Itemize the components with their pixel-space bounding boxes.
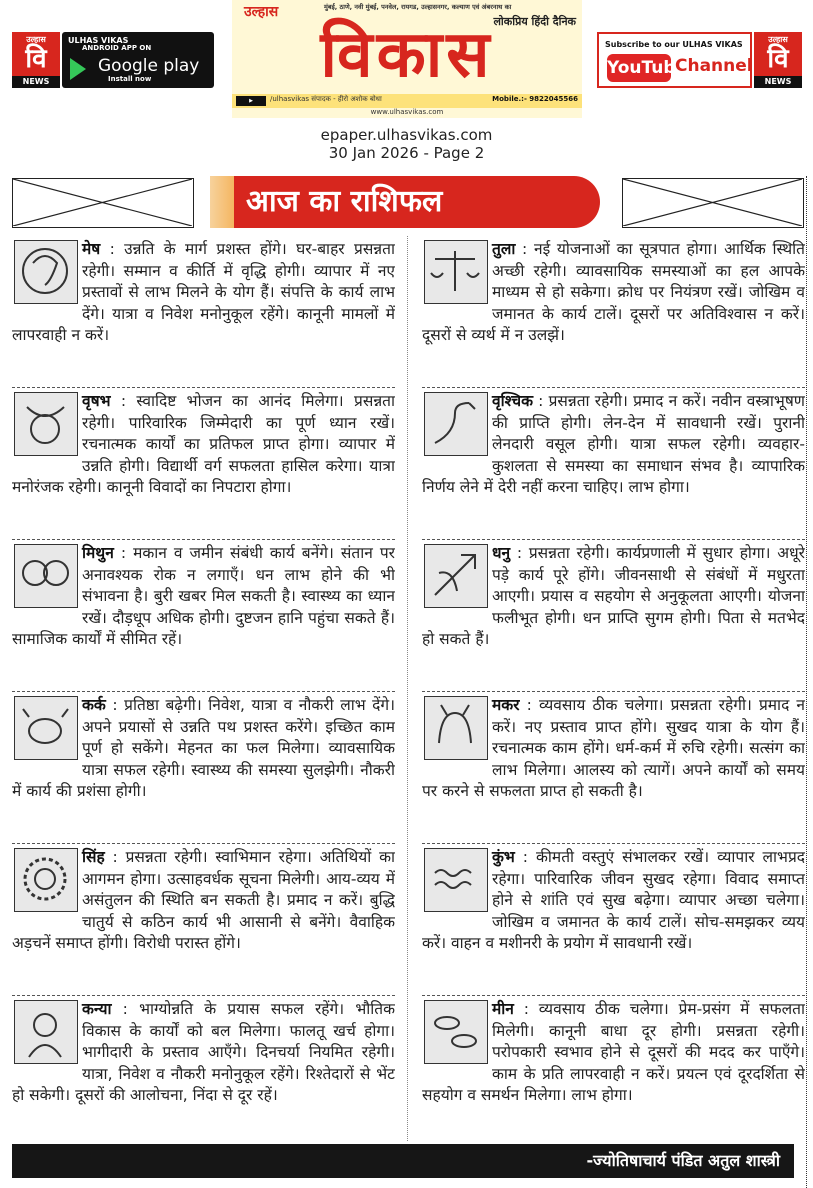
install-now-label: Install now <box>108 75 152 83</box>
logo-news-label: NEWS <box>12 76 60 88</box>
sign-name: मकर <box>492 696 520 714</box>
scorpio-scorpion-icon <box>424 392 488 456</box>
sagittarius-archer-icon <box>424 544 488 608</box>
masthead-social-editor: /ulhasvikas संपादक - हीरो अशोक बोधा <box>270 95 382 103</box>
pisces-fish-icon <box>424 1000 488 1064</box>
sign-name: धनु <box>492 544 511 562</box>
page-header <box>0 0 813 120</box>
leo-lion-icon <box>14 848 78 912</box>
sign-name: कन्या <box>82 1000 112 1018</box>
column-divider <box>407 236 408 1141</box>
horoscope-entry: कर्क : प्रतिष्ठा बढ़ेगी। निवेश, यात्रा व नौकरी लाभ देंगे। अपने प्रयासों से उन्नति पथ प्रशस्त करेंगे। इच्छित काम पूर्ण हो सकेंगे। मेहनत का फल मिलेगा। व्यावसायिक यात्रा सफल रहेगी। स्वास्थ्य की समस्या सुलझेगी। नौकरी में कार्य की प्रशंसा होगी। <box>12 692 395 844</box>
horoscope-entry: सिंह : प्रसन्नता रहेगी। स्वाभिमान रहेगा। अतिथियों का आगमन होगा। उत्साहवर्धक सूचना मिलेगी। आय-व्यय में असंतुलन की स्थिति बन सकती है। प्रमाद न करें। बुद्धि चातुर्य से कठिन कार्य भी आसानी से बनेंगे। वैवाहिक अड़चनें समाप्त होंगी। विरोधी परास्त होंगे। <box>12 844 395 996</box>
masthead-small-title: उल्हास <box>244 4 279 20</box>
aquarius-pot-icon <box>424 848 488 912</box>
sign-prediction: स्वादिष्ट भोजन का आनंद मिलेगा। प्रसन्नता रहेगी। पारिवारिक जिम्मेदारी का पूर्ण ध्यान रखें। रचनात्मक कार्यों का प्रतिफल प्राप्त होगा। व्यापार में उन्नति होगी। विद्यार्थी वर्ग सफलता हासिल करेगा। यात्रा मनोरंजक रहेगी। कानूनी विवादों का निपटारा होगा। <box>12 392 395 496</box>
masthead-tagline: लोकप्रिय हिंदी दैनिक <box>493 15 576 28</box>
horoscope-entry: मीन : व्यवसाय ठीक चलेगा। प्रेम-प्रसंग में सफलता मिलेगी। कानूनी बाधा दूर होगी। प्रसन्नता रहेगी। परोपकारी स्वभाव होने से दूसरों की मदद कर पाएँगे। काम के प्रति लापरवाही न करें। प्रयत्न एवं दूरदर्शिता से सहयोग व समर्थन मिलेगा। लाभ होगा। <box>422 1000 805 1104</box>
app-promo-label: ANDROID APP ON <box>82 44 152 52</box>
ulhas-vikas-news-logo-left[interactable] <box>12 32 60 88</box>
sign-prediction: भाग्योन्नति के प्रयास सफल रहेंगे। भौतिक विकास के कार्यों को बल मिलेगा। फालतू खर्च होगा। भागीदारी के प्रस्ताव आएँगे। दिनचर्या नियमित रहेगी। यात्रा, निवेश व नौकरी मनोनुकूल रहेंगे। रिश्तेदारों से भेंट हो सकेगी। दूसरों की आलोचना, निंदा से दूर रहें। <box>12 1000 395 1104</box>
youtube-logo-icon: YouTube <box>607 54 671 82</box>
author-footer-bar <box>12 1144 794 1178</box>
logo-big-letter: वि <box>767 44 789 74</box>
section-title-banner <box>210 176 600 228</box>
google-play-promo[interactable] <box>62 32 214 88</box>
page-edge-dotted-line <box>806 176 807 1188</box>
sign-name: मेष <box>82 240 101 258</box>
logo-small-text: उल्हास <box>768 35 788 44</box>
sign-prediction: प्रसन्नता रहेगी। प्रमाद न करें। नवीन वस्त्राभूषण की प्राप्ति होगी। लेन-देन में सावधानी रखें। पुरानी लेनदारी वसूल होगी। यात्रा सफल रहेगी। व्यवहार-कुशलता से समस्या का समाधान संभव है। व्यापारिक निर्णय लेने में देरी नहीं करना चाहिए। लाभ होगा। <box>422 392 805 496</box>
horoscope-entry: धनु : प्रसन्नता रहेगी। कार्यप्रणाली में सुधार होगा। अधूरे पड़े कार्य पूरे होंगे। जीवनसाथी से संबंधों में मधुरता आएगी। प्रयास व सहयोग से अनुकूलता आएगी। योजना फलीभूत होगी। धन प्राप्ति सुगम होगी। पिता से मतभेद हो सकते हैं। <box>422 540 805 692</box>
sign-name: मिथुन <box>82 544 114 562</box>
libra-scales-icon <box>424 240 488 304</box>
horoscope-entry: मिथुन : मकान व जमीन संबंधी कार्य बनेंगे। संतान पर अनावश्यक रोक न लगाएँ। धन लाभ होने की भी संभावना है। बुरी खबर मिल सकती है। स्वास्थ्य का ध्यान रखें। दौड़धूप अधिक होगी। दुष्टजन हानि पहुंचा सकते हैं। सामाजिक कार्यों में सीमित रहें। <box>12 540 395 692</box>
sign-prediction: नई योजनाओं का सूत्रपात होगा। आर्थिक स्थिति अच्छी रहेगी। व्यावसायिक समस्याओं का हल आपके माध्यम से हो सकेगा। क्रोध पर नियंत्रण रखें। जोखिम व जमानत के कार्य टालें। दूसरों पर अतिविश्वास न करें। दूसरों से व्यर्थ में न उलझें। <box>422 240 805 344</box>
horoscope-entry: वृश्चिक : प्रसन्नता रहेगी। प्रमाद न करें। नवीन वस्त्राभूषण की प्राप्ति होगी। लेन-देन में सावधानी रखें। पुरानी लेनदारी वसूल होगी। यात्रा सफल रहेगी। व्यवहार-कुशलता से समस्या का समाधान संभव है। व्यापारिक निर्णय लेने में देरी नहीं करना चाहिए। लाभ होगा। <box>422 388 805 540</box>
decorative-crossed-box-left <box>12 178 194 228</box>
sign-prediction: उन्नति के मार्ग प्रशस्त होंगे। घर-बाहर प्रसन्नता रहेगी। सम्मान व कीर्ति में वृद्धि होगी। व्यापार में नए प्रस्तावों से लाभ मिलने के योग हैं। संपत्ति के कार्य लाभ देंगे। यात्रा व निवेश मनोनुकूल रहेंगे। कानूनी मामलों में लापरवाही न करें। <box>12 240 395 344</box>
horoscope-entry: तुला : नई योजनाओं का सूत्रपात होगा। आर्थिक स्थिति अच्छी रहेगी। व्यावसायिक समस्याओं का हल आपके माध्यम से हो सकेगा। क्रोध पर नियंत्रण रखें। जोखिम व जमानत के कार्य टालें। दूसरों पर अतिविश्वास न करें। दूसरों से व्यर्थ में न उलझें। <box>422 236 805 388</box>
sign-prediction: प्रतिष्ठा बढ़ेगी। निवेश, यात्रा व नौकरी लाभ देंगे। अपने प्रयासों से उन्नति पथ प्रशस्त करेंगे। इच्छित काम पूर्ण हो सकेंगे। मेहनत का फल मिलेगा। व्यावसायिक यात्रा सफल रहेगी। स्वास्थ्य की समस्या सुलझेगी। नौकरी में कार्य की प्रशंसा होगी। <box>12 696 395 800</box>
ulhas-vikas-news-logo-right[interactable] <box>754 32 802 88</box>
horoscope-entry: कन्या : भाग्योन्नति के प्रयास सफल रहेंगे। भौतिक विकास के कार्यों को बल मिलेगा। फालतू खर्च होगा। भागीदारी के प्रस्ताव आएँगे। दिनचर्या नियमित रहेगी। यात्रा, निवेश व नौकरी मनोनुकूल रहेंगे। रिश्तेदारों से भेंट हो सकेगी। दूसरों की आलोचना, निंदा से दूर रहें। <box>12 1000 395 1104</box>
logo-news-label: NEWS <box>754 76 802 88</box>
horoscope-entry: कुंभ : कीमती वस्तुएं संभालकर रखें। व्यापार लाभप्रद रहेगा। पारिवारिक जीवन सुखद रहेगा। विवाद समाप्त होने से शांति एवं सुख बढ़ेगा। व्यापार अच्छा चलेगा। जोखिम व जमानत के कार्य टालें। सोच-समझकर व्यय करें। वाहन व मशीनरी के प्रयोग में सावधानी रखें। <box>422 844 805 996</box>
sign-prediction: व्यवसाय ठीक चलेगा। प्रसन्नता रहेगी। प्रमाद न करें। नए प्रस्ताव प्राप्त होंगे। सुखद यात्रा के योग हैं। रचनात्मक काम होंगे। धर्म-कर्म में रुचि रहेगी। सत्संग का लाभ मिलेगा। आलस्य को त्यागें। अपने कार्यों को समय पर करने से सफलता प्राप्त हो सकती है। <box>422 696 805 800</box>
section-title: आज का राशिफल <box>246 184 443 219</box>
decorative-crossed-box-right <box>622 178 804 228</box>
youtube-channel-promo[interactable] <box>597 32 752 88</box>
logo-small-text: उल्हास <box>26 35 46 44</box>
horoscope-entry: मेष : उन्नति के मार्ग प्रशस्त होंगे। घर-बाहर प्रसन्नता रहेगी। सम्मान व कीर्ति में वृद्धि होगी। व्यापार में नए प्रस्तावों से लाभ मिलने के योग हैं। संपत्ति के कार्य लाभ देंगे। यात्रा व निवेश मनोनुकूल रहेंगे। कानूनी मामलों में लापरवाही न करें। <box>12 236 395 388</box>
author-signature: -ज्योतिषाचार्य पंडित अतुल शास्त्री <box>586 1151 780 1170</box>
epaper-site[interactable]: epaper.ulhasvikas.com <box>320 126 493 144</box>
horoscope-right-column <box>422 236 805 1148</box>
sign-name: मीन <box>492 1000 514 1018</box>
sign-name: तुला <box>492 240 516 258</box>
sign-name: कर्क <box>82 696 106 714</box>
sign-prediction: कीमती वस्तुएं संभालकर रखें। व्यापार लाभप्रद रहेगा। पारिवारिक जीवन सुखद रहेगा। विवाद समाप्त होने से शांति एवं सुख बढ़ेगा। व्यापार अच्छा चलेगा। जोखिम व जमानत के कार्य टालें। सोच-समझकर व्यय करें। वाहन व मशीनरी के प्रयोग में सावधानी रखें। <box>422 848 805 952</box>
sign-prediction: व्यवसाय ठीक चलेगा। प्रेम-प्रसंग में सफलता मिलेगी। कानूनी बाधा दूर होगी। प्रसन्नता रहेगी। परोपकारी स्वभाव होने से दूसरों की मदद कर पाएँगे। काम के प्रति लापरवाही न करें। प्रयत्न एवं दूरदर्शिता से सहयोग व समर्थन मिलेगा। लाभ होगा। <box>422 1000 805 1104</box>
google-play-label: Google play <box>98 56 200 76</box>
google-play-icon <box>70 58 86 80</box>
app-promo-brand: ULHAS VIKAS <box>68 36 129 45</box>
sign-prediction: प्रसन्नता रहेगी। स्वाभिमान रहेगा। अतिथियों का आगमन होगा। उत्साहवर्धक सूचना मिलेगी। आय-व्यय में असंतुलन की स्थिति बन सकती है। प्रमाद न करें। बुद्धि चातुर्य से कठिन कार्य भी आसानी से बनेंगे। वैवाहिक अड़चनें समाप्त होंगी। विरोधी परास्त होंगे। <box>12 848 395 952</box>
masthead-coverage-line: मुंबई, ठाणे, नवी मुंबई, पनवेल, रायगड, उल्हासनगर, कल्याण एवं अंबरनाथ का <box>324 3 512 11</box>
horoscope-left-column <box>12 236 395 1148</box>
masthead-mobile: Mobile.:- 9822045566 <box>492 95 578 103</box>
capricorn-goat-icon <box>424 696 488 760</box>
gemini-twins-icon <box>14 544 78 608</box>
masthead[interactable] <box>232 0 582 118</box>
sign-prediction: मकान व जमीन संबंधी कार्य बनेंगे। संतान पर अनावश्यक रोक न लगाएँ। धन लाभ होने की भी संभावना है। बुरी खबर मिल सकती है। स्वास्थ्य का ध्यान रखें। दौड़धूप अधिक होगी। दुष्टजन हानि पहुंचा सकते हैं। सामाजिक कार्यों में सीमित रहें। <box>12 544 395 648</box>
youtube-subscribe-text: Subscribe to our ULHAS VIKAS <box>605 40 743 49</box>
masthead-website[interactable]: www.ulhasvikas.com <box>370 108 444 116</box>
sign-name: कुंभ <box>492 848 515 866</box>
aries-ram-icon <box>14 240 78 304</box>
youtube-channel-label: Channel <box>675 56 753 76</box>
taurus-bull-icon <box>14 392 78 456</box>
edition-date-page: 30 Jan 2026 - Page 2 <box>328 144 485 162</box>
sign-name: सिंह <box>82 848 105 866</box>
horoscope-entry: मकर : व्यवसाय ठीक चलेगा। प्रसन्नता रहेगी। प्रमाद न करें। नए प्रस्ताव प्राप्त होंगे। सुखद यात्रा के योग हैं। रचनात्मक काम होंगे। धर्म-कर्म में रुचि रहेगी। सत्संग का लाभ मिलेगा। आलस्य को त्यागें। अपने कार्यों को समय पर करने से सफलता प्राप्त हो सकती है। <box>422 692 805 844</box>
sign-name: वृषभ <box>82 392 111 410</box>
virgo-maiden-icon <box>14 1000 78 1064</box>
sign-name: वृश्चिक <box>492 392 533 410</box>
cancer-crab-icon <box>14 696 78 760</box>
edition-info <box>0 126 813 162</box>
logo-big-letter: वि <box>25 44 47 74</box>
sign-prediction: प्रसन्नता रहेगी। कार्यप्रणाली में सुधार होगा। अधूरे पड़े कार्य पूरे होंगे। जीवनसाथी से संबंधों में मधुरता आएगी। प्रयास व सहयोग से अनुकूलता आएगी। योजना फलीभूत होगी। धन प्राप्ति सुगम होगी। पिता से मतभेद हो सकते हैं। <box>422 544 805 648</box>
horoscope-entry: वृषभ : स्वादिष्ट भोजन का आनंद मिलेगा। प्रसन्नता रहेगी। पारिवारिक जिम्मेदारी का पूर्ण ध्यान रखें। रचनात्मक कार्यों का प्रतिफल प्राप्त होगा। व्यापार में उन्नति होगी। विद्यार्थी वर्ग सफलता हासिल करेगा। यात्रा मनोरंजक रहेगी। कानूनी विवादों का निपटारा होगा। <box>12 388 395 540</box>
google-play-mini-icon: ▶ <box>236 96 266 106</box>
masthead-title: विकास <box>320 17 494 92</box>
